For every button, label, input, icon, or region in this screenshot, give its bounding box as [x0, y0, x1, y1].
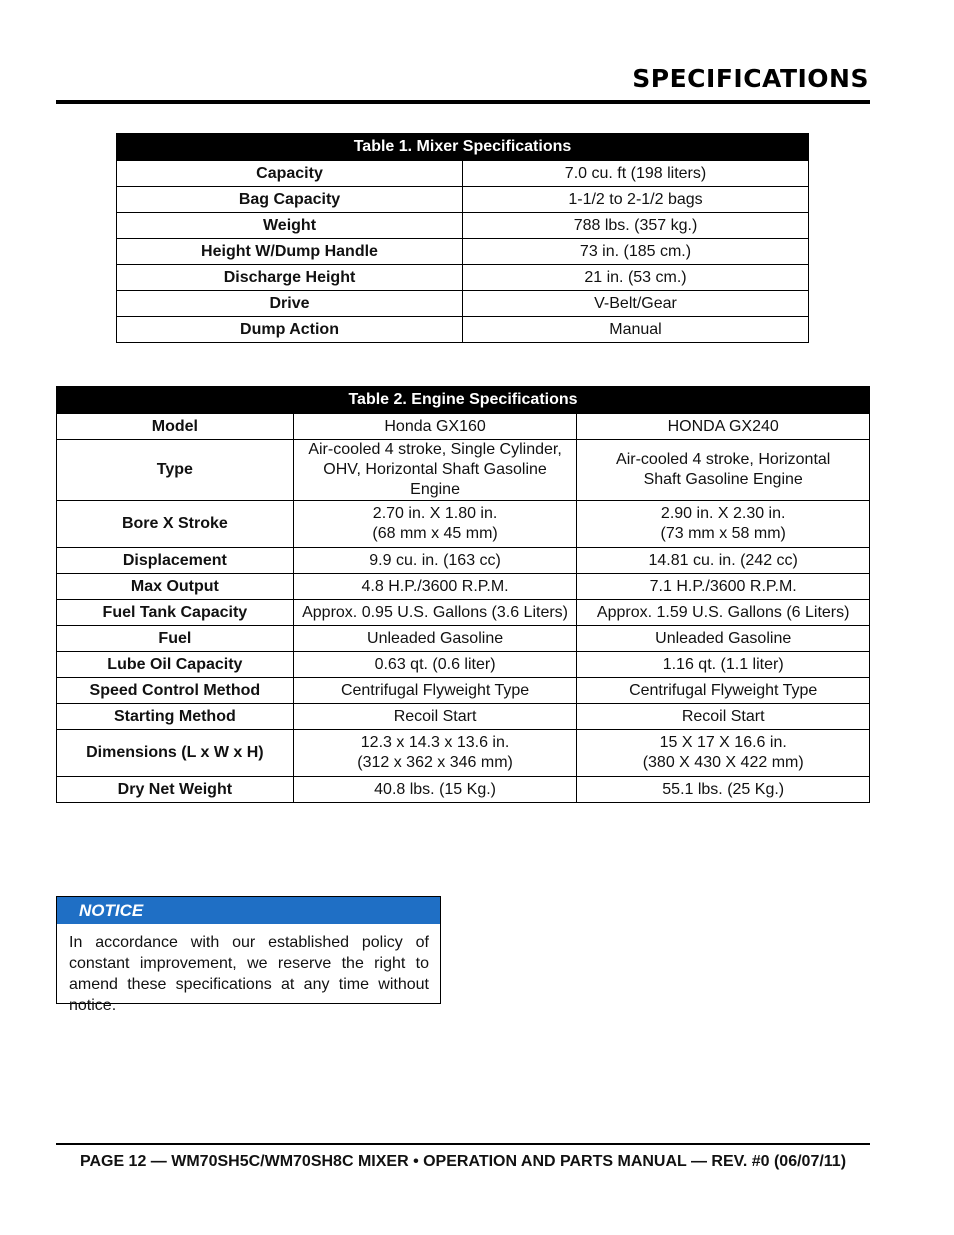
table-row: [117, 187, 809, 213]
gx160-value: [293, 652, 577, 678]
table-row: [57, 600, 870, 626]
gx160-value: [293, 678, 577, 704]
value-line: 40.8 lbs. (15 Kg.): [374, 780, 496, 798]
gx240-value: [577, 574, 870, 600]
notice-box: [56, 896, 441, 1014]
value-line: Approx. 0.95 U.S. Gallons (3.6 Liters): [302, 603, 569, 621]
value-line: HONDA GX240: [667, 417, 779, 435]
spec-label: Bag Capacity: [117, 187, 463, 213]
spec-label: Weight: [117, 213, 463, 239]
spec-label: Capacity: [117, 161, 463, 187]
header-rule: [56, 100, 870, 104]
table-row: [57, 678, 870, 704]
value-line: Honda GX160: [384, 417, 486, 435]
table-row: [57, 440, 870, 501]
value-line: 4.8 H.P./3600 R.P.M.: [361, 577, 509, 595]
spec-label: Type: [57, 440, 294, 501]
gx160-value: [293, 730, 577, 777]
spec-value: 7.0 cu. ft (198 liters): [463, 161, 809, 187]
gx240-value: [577, 678, 870, 704]
gx240-value: [577, 652, 870, 678]
value-line: 1.16 qt. (1.1 liter): [662, 655, 784, 673]
mixer-spec-table: [116, 133, 809, 343]
value-line: (380 X 430 X 422 mm): [642, 754, 804, 771]
spec-label: Displacement: [57, 548, 294, 574]
gx160-value: [293, 501, 577, 548]
gx240-value: [577, 626, 870, 652]
table-row: [57, 501, 870, 548]
table-row: [57, 548, 870, 574]
table-row: [57, 652, 870, 678]
spec-label: Fuel: [57, 626, 294, 652]
spec-value: 73 in. (185 cm.): [463, 239, 809, 265]
table-caption-row: [117, 134, 809, 161]
value-line: 15 X 17 X 16.6 in.: [659, 734, 787, 751]
notice-title: NOTICE: [57, 897, 440, 924]
value-line: Shaft Gasoline Engine: [643, 471, 803, 488]
value-line: 9.9 cu. in. (163 cc): [369, 551, 501, 569]
table-row: [57, 414, 870, 440]
table-row: [117, 161, 809, 187]
gx160-value: [293, 414, 577, 440]
value-line: Unleaded Gasoline: [655, 629, 792, 647]
value-line: 2.70 in. X 1.80 in.: [372, 505, 498, 522]
spec-label: Dimensions (L x W x H): [57, 730, 294, 777]
gx160-value: [293, 777, 577, 803]
value-line: Recoil Start: [681, 707, 765, 725]
spec-label: Dump Action: [117, 317, 463, 343]
spec-label: Fuel Tank Capacity: [57, 600, 294, 626]
value-line: 12.3 x 14.3 x 13.6 in.: [360, 734, 510, 751]
value-line: Air-cooled 4 stroke, Horizontal: [616, 451, 831, 468]
gx240-value: [577, 501, 870, 548]
gx240-value: [577, 777, 870, 803]
table-row: [57, 730, 870, 777]
gx160-value: [293, 548, 577, 574]
table-row: [57, 704, 870, 730]
value-line: Centrifugal Flyweight Type: [340, 681, 530, 699]
spec-label: Speed Control Method: [57, 678, 294, 704]
spec-value: 1-1/2 to 2-1/2 bags: [463, 187, 809, 213]
gx240-value: [577, 730, 870, 777]
gx160-value: [293, 704, 577, 730]
spec-label: Dry Net Weight: [57, 777, 294, 803]
value-line: Centrifugal Flyweight Type: [629, 681, 818, 699]
gx160-value: [293, 626, 577, 652]
notice-body: In accordance with our established policy of constant improvement, we reserve the right to amend these specifications at any time without notice.: [69, 934, 429, 1014]
page-footer: PAGE 12 — WM70SH5C/WM70SH8C MIXER • OPERATION AND PARTS MANUAL — REV. #0 (06/07/11): [79, 1153, 847, 1170]
page-title: SPECIFICATIONS: [632, 64, 869, 93]
value-line: 7.1 H.P./3600 R.P.M.: [649, 577, 797, 595]
engine-spec-table: [56, 386, 870, 803]
spec-label: Starting Method: [57, 704, 294, 730]
spec-label: Height W/Dump Handle: [117, 239, 463, 265]
gx240-value: [577, 704, 870, 730]
gx240-value: [577, 600, 870, 626]
table-row: [117, 239, 809, 265]
table-row: [57, 626, 870, 652]
table-row: [117, 265, 809, 291]
spec-value: 788 lbs. (357 kg.): [463, 213, 809, 239]
gx240-value: [577, 414, 870, 440]
spec-label: Max Output: [57, 574, 294, 600]
gx240-value: [577, 440, 870, 501]
value-line: 0.63 qt. (0.6 liter): [374, 655, 496, 673]
value-line: (68 mm x 45 mm): [372, 525, 498, 542]
value-line: 14.81 cu. in. (242 cc): [648, 551, 798, 569]
gx160-value: [293, 600, 577, 626]
spec-value: 21 in. (53 cm.): [463, 265, 809, 291]
value-line: Air-cooled 4 stroke, Single Cylinder,: [308, 441, 562, 458]
value-line: (73 mm x 58 mm): [660, 525, 786, 542]
table-row: [117, 317, 809, 343]
gx160-value: [293, 574, 577, 600]
table-caption: Table 1. Mixer Specifications: [117, 134, 809, 161]
spec-value: V-Belt/Gear: [463, 291, 809, 317]
table-row: [57, 574, 870, 600]
value-line: 55.1 lbs. (25 Kg.): [662, 780, 785, 798]
table-row: [57, 777, 870, 803]
spec-value: Manual: [463, 317, 809, 343]
footer-rule: [56, 1143, 870, 1145]
value-line: Approx. 1.59 U.S. Gallons (6 Liters): [596, 603, 850, 621]
value-line: (312 x 362 x 346 mm): [357, 754, 513, 771]
value-line: Unleaded Gasoline: [367, 629, 504, 647]
spec-label: Lube Oil Capacity: [57, 652, 294, 678]
spec-label: Model: [57, 414, 294, 440]
value-line: Recoil Start: [393, 707, 477, 725]
spec-label: Bore X Stroke: [57, 501, 294, 548]
spec-label: Drive: [117, 291, 463, 317]
table-caption: Table 2. Engine Specifications: [57, 387, 870, 414]
value-line: OHV, Horizontal Shaft Gasoline Engine: [323, 461, 547, 498]
table-row: [117, 213, 809, 239]
spec-label: Discharge Height: [117, 265, 463, 291]
gx160-value: [293, 440, 577, 501]
value-line: 2.90 in. X 2.30 in.: [660, 505, 786, 522]
table-row: [117, 291, 809, 317]
table-caption-row: [57, 387, 870, 414]
gx240-value: [577, 548, 870, 574]
